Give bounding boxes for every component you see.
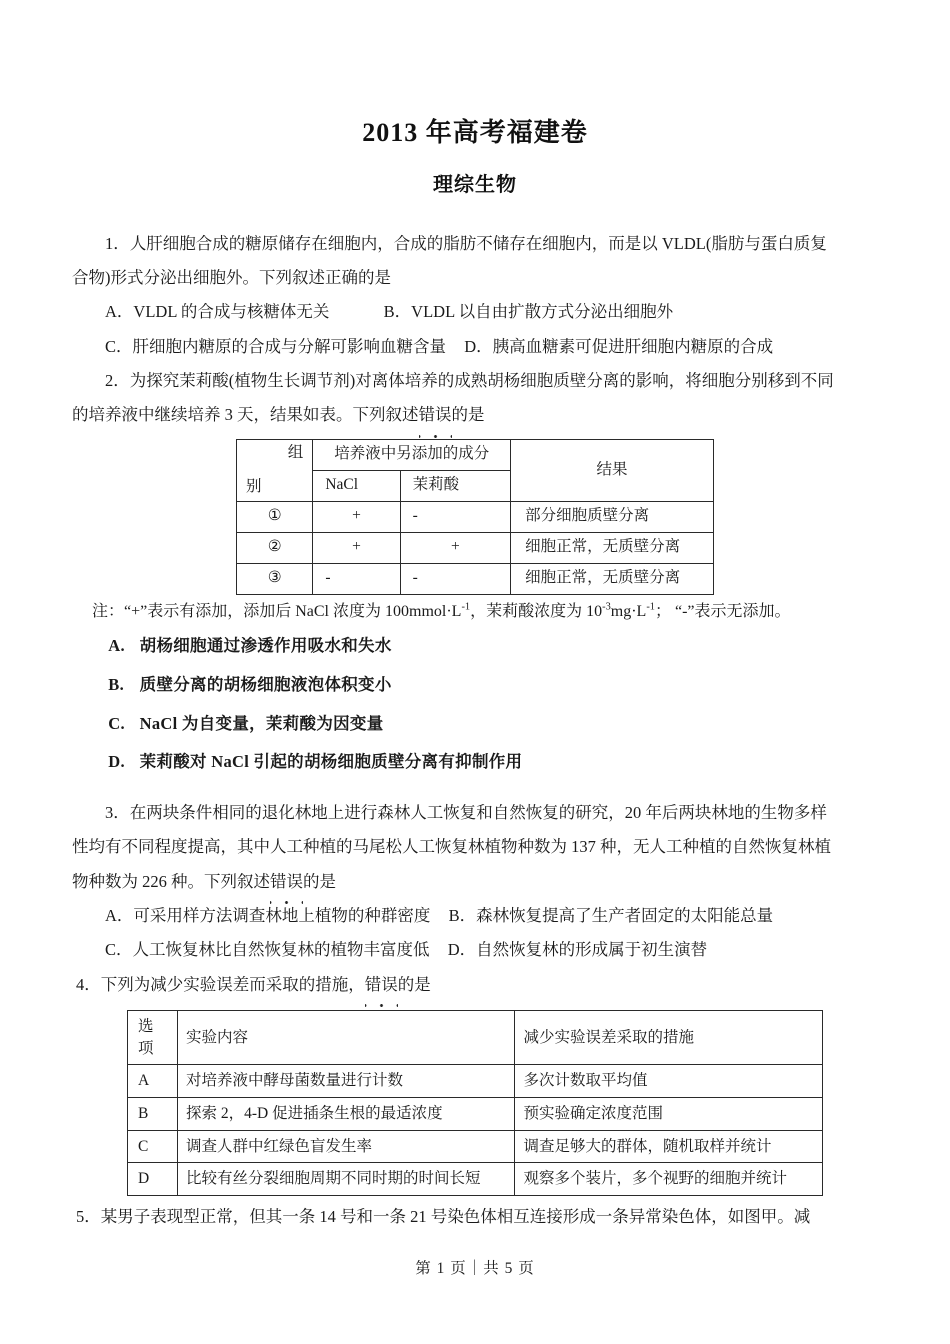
- table-row: [128, 1065, 823, 1098]
- table-row: [128, 1098, 823, 1131]
- q2-header-nacl: NaCl: [313, 470, 400, 501]
- table-row: [237, 501, 714, 532]
- q4-row1-measure: 多次计数取平均值: [515, 1065, 823, 1098]
- q2-option-a-label: A.: [108, 636, 125, 656]
- q3-stem-text-b: 的是: [303, 871, 336, 891]
- q2-row1-group: ①: [237, 501, 313, 532]
- question-4: [72, 968, 878, 1196]
- diagonal-header: [237, 440, 312, 501]
- q4-stem-text-b: 的是: [397, 974, 431, 994]
- q3-stem-line2: 性均有不同程度提高，其中人工种植的马尾松人工恢复林植物种数为 137 种，无人工种植的自然恢复林植: [72, 837, 831, 857]
- q4-row3-option: C: [128, 1130, 178, 1163]
- q2-row2-nacl: +: [313, 532, 400, 563]
- question-3: [72, 796, 878, 968]
- q3-option-b[interactable]: B．森林恢复提高了生产者固定的太阳能总量: [448, 906, 774, 926]
- q2-row1-result: 部分细胞质壁分离: [511, 501, 714, 532]
- question-1: [72, 227, 878, 364]
- q2-header-result: 结果: [511, 439, 714, 501]
- q2-corner-cell: [237, 439, 313, 501]
- q4-stem-text-a: 4．下列为减少实验误差而采取的措施，: [76, 974, 365, 994]
- q2-row3-jasmonic: -: [400, 563, 510, 594]
- q2-table-note: [72, 597, 878, 627]
- q2-stem-emphasis: 错误: [419, 398, 452, 432]
- q3-stem-line1: 3．在两块条件相同的退化林地上进行森林人工恢复和自然恢复的研究，20 年后两块林地的生物多样: [105, 803, 827, 823]
- q4-row2-measure: 预实验确定浓度范围: [515, 1098, 823, 1131]
- q4-table-wrapper: [72, 1010, 878, 1196]
- q1-options-row1: [72, 295, 878, 329]
- q4-data-table: [127, 1010, 823, 1196]
- q1-options-row2: [72, 330, 878, 364]
- table-row: [128, 1163, 823, 1196]
- q4-row2-content: 探索 2，4-D 促进插条生根的最适浓度: [177, 1098, 514, 1131]
- q2-option-d-text: 茉莉酸对 NaCl 引起的胡杨细胞质壁分离有抑制作用: [139, 752, 523, 772]
- q4-header-content: 实验内容: [177, 1011, 514, 1065]
- note-part-1: 注：“+”表示有添加，添加后 NaCl 浓度为 100mmol·L: [92, 602, 462, 620]
- q1-stem-line1: 1．人肝细胞合成的糖原储存在细胞内，合成的脂肪不储存在细胞内，而是以 VLDL(脂肪与蛋白质复: [105, 233, 827, 253]
- q2-option-d-label: D.: [108, 752, 125, 772]
- q5-stem-line1: 5．某男子表现型正常，但其一条 14 号和一条 21 号染色体相互连接形成一条异常染色体，如图甲。减: [76, 1207, 811, 1227]
- q2-row2-jasmonic: +: [400, 532, 510, 563]
- q3-options-row1: [72, 899, 878, 933]
- q2-stem-line1: 2．为探究茉莉酸(植物生长调节剂)对离体培养的成熟胡杨细胞质壁分离的影响，将细胞分别移到不同: [105, 371, 834, 391]
- document-body: [0, 227, 950, 1235]
- q2-row3-nacl: -: [313, 563, 400, 594]
- q2-option-c-label: C.: [108, 713, 125, 733]
- question-5: [72, 1200, 878, 1234]
- q1-stem-line2: 合物)形式分泌出细胞外。下列叙述正确的是: [72, 268, 391, 288]
- q4-row4-content: 比较有丝分裂细胞周期不同时期的时间长短: [177, 1163, 514, 1196]
- table-header-row: [128, 1011, 823, 1065]
- q4-row4-measure: 观察多个装片，多个视野的细胞并统计: [515, 1163, 823, 1196]
- q2-option-c[interactable]: [72, 705, 878, 744]
- q2-option-a[interactable]: [72, 627, 878, 666]
- note-sup-3: -1: [646, 601, 655, 613]
- corner-label-bottom: 别: [246, 477, 262, 495]
- q4-row1-content: 对培养液中酵母菌数量进行计数: [177, 1065, 514, 1098]
- q4-row3-content: 调查人群中红绿色盲发生率: [177, 1130, 514, 1163]
- q2-stem-text-b: 的是: [451, 405, 485, 425]
- q2-row3-result: 细胞正常，无质壁分离: [511, 563, 714, 594]
- q2-option-b-label: B.: [108, 674, 125, 694]
- q2-table-wrapper: [72, 439, 878, 595]
- q3-stem-emphasis: 错误: [270, 865, 303, 899]
- q3-option-c[interactable]: C．人工恢复林比自然恢复林的植物丰富度低: [105, 940, 430, 960]
- q4-row2-option: B: [128, 1098, 178, 1131]
- q2-row1-jasmonic: -: [400, 501, 510, 532]
- note-part-3: mg·L: [610, 602, 647, 620]
- q2-option-b-text: 质壁分离的胡杨细胞液泡体积变小: [139, 674, 392, 694]
- note-sup-1: -1: [461, 601, 471, 613]
- note-part-2: ，茉莉酸浓度为 10: [470, 602, 603, 620]
- q2-option-d[interactable]: [72, 743, 878, 782]
- q2-stem-line2: [72, 398, 878, 432]
- table-row: [128, 1130, 823, 1163]
- table-header-row: [237, 439, 714, 470]
- page-subtitle: 理综生物: [433, 173, 517, 196]
- q2-data-table: [236, 439, 714, 595]
- table-row: [237, 563, 714, 594]
- q3-option-d[interactable]: D．自然恢复林的形成属于初生演替: [447, 940, 708, 960]
- page-footer: 第 1 页｜共 5 页: [415, 1260, 535, 1277]
- q2-option-c-text: NaCl 为自变量，茉莉酸为因变量: [139, 713, 384, 733]
- q1-option-b[interactable]: B．VLDL 以自由扩散方式分泌出细胞外: [383, 302, 674, 322]
- q2-header-jasmonic: 茉莉酸: [400, 470, 510, 501]
- q3-option-a[interactable]: A．可采用样方法调查林地上植物的种群密度: [105, 906, 431, 926]
- q1-option-a[interactable]: A．VLDL 的合成与核糖体无关: [105, 302, 330, 322]
- q2-row2-result: 细胞正常，无质壁分离: [511, 532, 714, 563]
- q2-header-additives: 培养液中另添加的成分: [313, 439, 511, 470]
- q2-option-b[interactable]: [72, 666, 878, 705]
- note-sup-2: -3: [602, 601, 611, 613]
- question-2: [72, 364, 878, 782]
- page-title: 2013 年高考福建卷: [362, 118, 588, 147]
- q1-option-d[interactable]: D．胰高血糖素可促进肝细胞内糖原的合成: [464, 336, 774, 356]
- table-row: [237, 532, 714, 563]
- q4-row3-measure: 调查足够大的群体，随机取样并统计: [515, 1130, 823, 1163]
- q4-stem-emphasis: 错误: [365, 968, 398, 1002]
- q2-option-a-text: 胡杨细胞通过渗透作用吸水和失水: [139, 636, 392, 656]
- q3-stem-line3: [72, 865, 878, 899]
- q2-row3-group: ③: [237, 563, 313, 594]
- q1-option-c[interactable]: C．肝细胞内糖原的合成与分解可影响血糖含量: [105, 336, 447, 356]
- corner-label-top: 组: [287, 443, 304, 461]
- q4-row4-option: D: [128, 1163, 178, 1196]
- q2-stem-text-a: 的培养液中继续培养 3 天，结果如表。下列叙述: [72, 405, 419, 425]
- q3-options-row2: [72, 933, 878, 967]
- q4-row1-option: A: [128, 1065, 178, 1098]
- q2-row2-group: ②: [237, 532, 313, 563]
- q3-stem-text-a: 物种数为 226 种。下列叙述: [72, 871, 270, 891]
- q4-stem: [72, 968, 878, 1002]
- q4-header-measure: 减少实验误差采取的措施: [515, 1011, 823, 1065]
- q4-header-option: 选项: [128, 1011, 178, 1065]
- q2-row1-nacl: +: [313, 501, 400, 532]
- note-part-4: ； “-”表示无添加。: [654, 602, 791, 620]
